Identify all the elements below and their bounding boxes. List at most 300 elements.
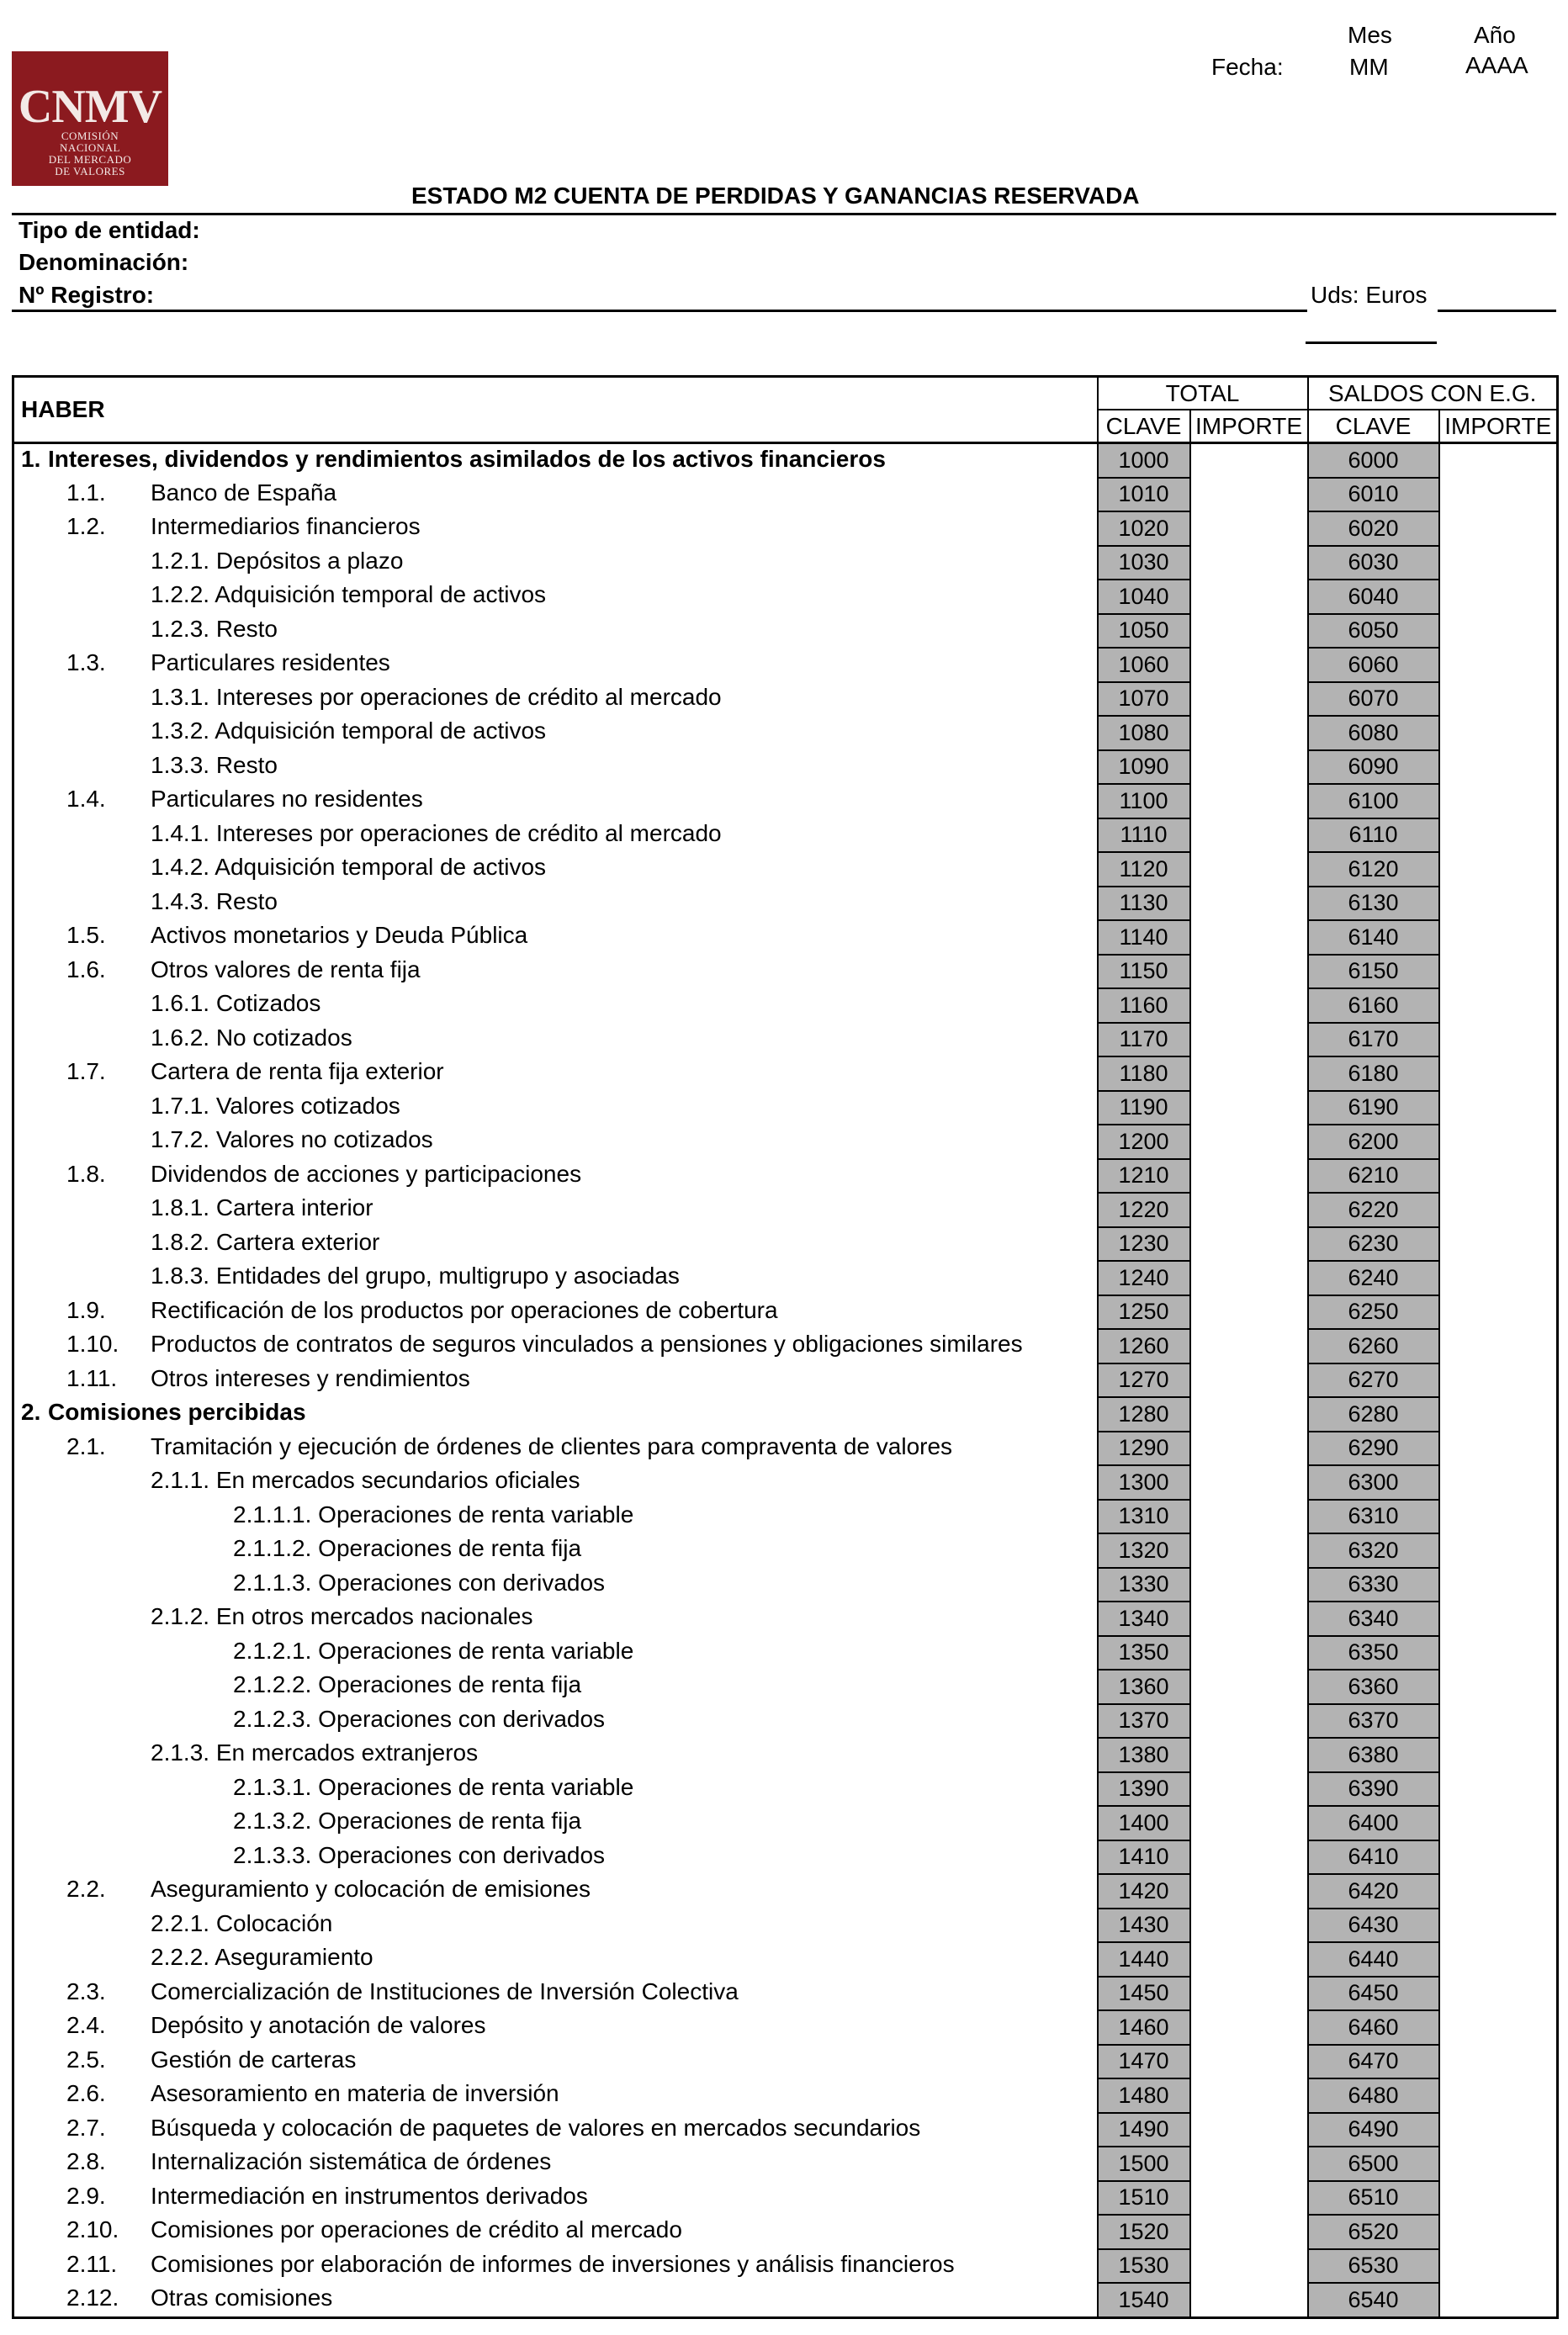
table-row — [13, 1942, 1558, 1977]
importe-total-input[interactable] — [1190, 1772, 1308, 1807]
importe-saldos-input[interactable] — [1439, 1432, 1558, 1466]
importe-total-input[interactable] — [1190, 614, 1308, 649]
importe-total-input[interactable] — [1190, 988, 1308, 1023]
clave-header: CLAVE — [1098, 410, 1190, 443]
row-label-cell — [13, 1125, 1098, 1159]
ano-label: Año — [1474, 22, 1516, 48]
clave-saldos-cell: 6100 — [1308, 784, 1439, 818]
importe-total-input[interactable] — [1190, 1738, 1308, 1772]
table-row — [13, 1533, 1558, 1568]
clave-total-cell: 1180 — [1098, 1056, 1190, 1091]
importe-saldos-input[interactable] — [1439, 2181, 1558, 2216]
clave-header: CLAVE — [1308, 410, 1439, 443]
importe-total-input[interactable] — [1190, 1056, 1308, 1091]
divider — [12, 213, 1556, 215]
importe-total-input[interactable] — [1190, 1840, 1308, 1875]
importe-saldos-input[interactable] — [1439, 580, 1558, 614]
logo-line: COMISIÓN — [61, 130, 119, 142]
importe-total-input[interactable] — [1190, 2147, 1308, 2181]
row-label-cell — [13, 784, 1098, 818]
importe-total-input[interactable] — [1190, 920, 1308, 955]
importe-saldos-input[interactable] — [1439, 682, 1558, 717]
row-label: 1.8.2. Cartera exterior — [151, 1228, 380, 1255]
importe-saldos-input[interactable] — [1439, 1670, 1558, 1704]
row-label-cell — [13, 1977, 1098, 2011]
importe-saldos-input[interactable] — [1439, 1874, 1558, 1909]
registro-label: Nº Registro: — [19, 282, 155, 308]
importe-saldos-input[interactable] — [1439, 784, 1558, 818]
clave-total-cell: 1200 — [1098, 1125, 1190, 1159]
row-label: 2.1.3.2. Operaciones de renta fija — [233, 1808, 582, 1834]
importe-total-input[interactable] — [1190, 1806, 1308, 1840]
table-row — [13, 2113, 1558, 2147]
table-row — [13, 955, 1558, 989]
table-row — [13, 887, 1558, 921]
importe-saldos-input[interactable] — [1439, 478, 1558, 512]
importe-saldos-input[interactable] — [1439, 1533, 1558, 1568]
table-row — [13, 2147, 1558, 2181]
row-label-cell — [13, 1942, 1098, 1977]
row-label: 1.7.1. Valores cotizados — [151, 1092, 400, 1119]
importe-total-input[interactable] — [1190, 750, 1308, 785]
clave-saldos-cell: 6070 — [1308, 682, 1439, 717]
row-label: Dividendos de acciones y participaciones — [151, 1160, 582, 1187]
importe-total-input[interactable] — [1190, 1432, 1308, 1466]
importe-saldos-input[interactable] — [1439, 546, 1558, 580]
importe-saldos-input[interactable] — [1439, 1023, 1558, 1057]
table-row — [13, 1227, 1558, 1262]
row-number: 1. — [21, 446, 41, 472]
clave-saldos-cell: 6400 — [1308, 1806, 1439, 1840]
importe-total-input[interactable] — [1190, 2078, 1308, 2113]
clave-total-cell: 1520 — [1098, 2215, 1190, 2249]
row-label-cell — [13, 1874, 1098, 1909]
importe-saldos-input[interactable] — [1439, 443, 1558, 478]
row-number: 2.7. — [66, 2114, 106, 2141]
table-row — [13, 1056, 1558, 1091]
importe-total-input[interactable] — [1190, 2283, 1308, 2317]
row-label-cell — [13, 1670, 1098, 1704]
clave-total-cell: 1430 — [1098, 1909, 1190, 1943]
clave-saldos-cell: 6290 — [1308, 1432, 1439, 1466]
divider — [1438, 310, 1556, 312]
importe-total-input[interactable] — [1190, 682, 1308, 717]
row-label: 1.2.2. Adquisición temporal de activos — [151, 581, 547, 607]
importe-total-input[interactable] — [1190, 1874, 1308, 1909]
table-row — [13, 1465, 1558, 1500]
clave-total-cell: 1130 — [1098, 887, 1190, 921]
table-row — [13, 750, 1558, 785]
importe-total-input[interactable] — [1190, 1942, 1308, 1977]
row-label: 1.6.2. No cotizados — [151, 1024, 352, 1051]
clave-total-cell: 1220 — [1098, 1193, 1190, 1227]
row-label: 1.4.3. Resto — [151, 887, 278, 914]
row-label-cell — [13, 716, 1098, 750]
clave-saldos-cell: 6210 — [1308, 1159, 1439, 1194]
importe-total-input[interactable] — [1190, 2215, 1308, 2249]
importe-saldos-input[interactable] — [1439, 1636, 1558, 1671]
row-label: Internalización sistemática de órdenes — [151, 2148, 552, 2174]
clave-saldos-cell: 6430 — [1308, 1909, 1439, 1943]
importe-saldos-input[interactable] — [1439, 1806, 1558, 1840]
table-row — [13, 2045, 1558, 2079]
importe-saldos-input[interactable] — [1439, 887, 1558, 921]
row-number: 1.8. — [66, 1160, 106, 1187]
table-row — [13, 1500, 1558, 1534]
table-row — [13, 988, 1558, 1023]
importe-saldos-input[interactable] — [1439, 2045, 1558, 2079]
importe-total-input[interactable] — [1190, 2249, 1308, 2284]
ano-value[interactable]: AAAA — [1465, 52, 1528, 78]
row-label: 1.3.2. Adquisición temporal de activos — [151, 717, 547, 744]
importe-total-input[interactable] — [1190, 1125, 1308, 1159]
row-label: 1.4.1. Intereses por operaciones de crédito al mercado — [151, 819, 722, 846]
importe-total-input[interactable] — [1190, 546, 1308, 580]
clave-total-cell: 1250 — [1098, 1295, 1190, 1330]
row-label-cell — [13, 1738, 1098, 1772]
clave-total-cell: 1490 — [1098, 2113, 1190, 2147]
importe-saldos-input[interactable] — [1439, 955, 1558, 989]
clave-total-cell: 1260 — [1098, 1329, 1190, 1363]
row-label: Otros valores de renta fija — [151, 956, 421, 982]
clave-saldos-cell: 6160 — [1308, 988, 1439, 1023]
row-label-cell — [13, 1432, 1098, 1466]
importe-total-input[interactable] — [1190, 1261, 1308, 1295]
clave-saldos-cell: 6510 — [1308, 2181, 1439, 2216]
importe-total-input[interactable] — [1190, 1909, 1308, 1943]
mes-label: Mes — [1348, 22, 1392, 48]
table-row — [13, 1704, 1558, 1739]
table-row — [13, 920, 1558, 955]
importe-saldos-input[interactable] — [1439, 1909, 1558, 1943]
importe-saldos-input[interactable] — [1439, 1942, 1558, 1977]
row-label: Comercialización de Instituciones de Inversión Colectiva — [151, 1978, 739, 2004]
table-row — [13, 546, 1558, 580]
importe-total-input[interactable] — [1190, 511, 1308, 546]
importe-saldos-input[interactable] — [1439, 1056, 1558, 1091]
importe-saldos-input[interactable] — [1439, 1772, 1558, 1807]
importe-total-input[interactable] — [1190, 1636, 1308, 1671]
row-label-cell — [13, 2010, 1098, 2045]
section-label — [13, 377, 1098, 443]
row-label: 1.2.1. Depósitos a plazo — [151, 547, 404, 574]
row-label: Rectificación de los productos por operaciones de cobertura — [151, 1296, 778, 1323]
row-label: 2.1.3. En mercados extranjeros — [151, 1739, 479, 1766]
importe-saldos-input[interactable] — [1439, 1977, 1558, 2011]
importe-saldos-input[interactable] — [1439, 1704, 1558, 1739]
clave-saldos-cell: 6090 — [1308, 750, 1439, 785]
saldos-header: SALDOS CON E.G. — [1308, 377, 1558, 410]
importe-saldos-input[interactable] — [1439, 1193, 1558, 1227]
table-row — [13, 852, 1558, 887]
clave-saldos-cell: 6490 — [1308, 2113, 1439, 2147]
row-label-cell — [13, 1465, 1098, 1500]
clave-saldos-cell: 6200 — [1308, 1125, 1439, 1159]
importe-saldos-input[interactable] — [1439, 648, 1558, 682]
row-label-cell — [13, 648, 1098, 682]
importe-total-input[interactable] — [1190, 1397, 1308, 1432]
importe-saldos-input[interactable] — [1439, 1159, 1558, 1194]
clave-total-cell: 1470 — [1098, 2045, 1190, 2079]
importe-total-input[interactable] — [1190, 1159, 1308, 1194]
haber-table — [12, 375, 1559, 2319]
importe-saldos-input[interactable] — [1439, 750, 1558, 785]
clave-total-cell: 1120 — [1098, 852, 1190, 887]
clave-saldos-cell: 6220 — [1308, 1193, 1439, 1227]
importe-saldos-input[interactable] — [1439, 2249, 1558, 2284]
logo-line: DE VALORES — [55, 165, 125, 177]
importe-saldos-input[interactable] — [1439, 2113, 1558, 2147]
row-label-cell — [13, 1159, 1098, 1194]
clave-saldos-cell: 6340 — [1308, 1602, 1439, 1636]
importe-total-input[interactable] — [1190, 1193, 1308, 1227]
row-label: Intereses, dividendos y rendimientos asimilados de los activos financieros — [48, 446, 886, 472]
clave-saldos-cell: 6000 — [1308, 443, 1439, 478]
importe-saldos-input[interactable] — [1439, 818, 1558, 853]
importe-total-input[interactable] — [1190, 1500, 1308, 1534]
importe-total-input[interactable] — [1190, 1670, 1308, 1704]
importe-total-input[interactable] — [1190, 1329, 1308, 1363]
clave-total-cell: 1310 — [1098, 1500, 1190, 1534]
importe-saldos-input[interactable] — [1439, 1227, 1558, 1262]
importe-saldos-input[interactable] — [1439, 511, 1558, 546]
importe-total-input[interactable] — [1190, 784, 1308, 818]
divider — [12, 310, 1307, 312]
importe-total-input[interactable] — [1190, 1465, 1308, 1500]
table-row — [13, 2181, 1558, 2216]
importe-total-input[interactable] — [1190, 1023, 1308, 1057]
importe-total-input[interactable] — [1190, 1091, 1308, 1125]
row-label-cell — [13, 614, 1098, 649]
importe-total-input[interactable] — [1190, 1568, 1308, 1602]
importe-saldos-input[interactable] — [1439, 1329, 1558, 1363]
row-number: 1.5. — [66, 922, 106, 948]
importe-total-input[interactable] — [1190, 478, 1308, 512]
clave-saldos-cell: 6170 — [1308, 1023, 1439, 1057]
importe-total-input[interactable] — [1190, 1295, 1308, 1330]
row-label: 2.1.2.3. Operaciones con derivados — [233, 1705, 606, 1732]
row-label: 2.1.2. En otros mercados nacionales — [151, 1603, 533, 1629]
importe-total-input[interactable] — [1190, 1227, 1308, 1262]
importe-saldos-input[interactable] — [1439, 2215, 1558, 2249]
clave-saldos-cell: 6380 — [1308, 1738, 1439, 1772]
row-label: Comisiones percibidas — [48, 1399, 306, 1425]
row-label-cell — [13, 1397, 1098, 1432]
row-label: 2.1.1.1. Operaciones de renta variable — [233, 1501, 634, 1528]
clave-total-cell: 1270 — [1098, 1363, 1190, 1398]
importe-saldos-input[interactable] — [1439, 1465, 1558, 1500]
clave-saldos-cell: 6480 — [1308, 2078, 1439, 2113]
importe-total-input[interactable] — [1190, 955, 1308, 989]
row-label-cell — [13, 1261, 1098, 1295]
clave-total-cell: 1480 — [1098, 2078, 1190, 2113]
clave-total-cell: 1280 — [1098, 1397, 1190, 1432]
row-number: 1.9. — [66, 1296, 106, 1323]
row-label-cell — [13, 1500, 1098, 1534]
row-label-cell — [13, 2215, 1098, 2249]
row-number: 2. — [21, 1399, 41, 1425]
table-row — [13, 1806, 1558, 1840]
clave-saldos-cell: 6140 — [1308, 920, 1439, 955]
table-row — [13, 1738, 1558, 1772]
importe-saldos-input[interactable] — [1439, 716, 1558, 750]
table-row — [13, 1772, 1558, 1807]
row-label-cell — [13, 1772, 1098, 1807]
row-label-cell — [13, 1363, 1098, 1398]
row-label-cell — [13, 1227, 1098, 1262]
row-label-cell — [13, 1602, 1098, 1636]
importe-total-input[interactable] — [1190, 443, 1308, 478]
clave-total-cell: 1020 — [1098, 511, 1190, 546]
importe-total-input[interactable] — [1190, 2045, 1308, 2079]
importe-saldos-input[interactable] — [1439, 1602, 1558, 1636]
table-row — [13, 1125, 1558, 1159]
importe-total-input[interactable] — [1190, 2181, 1308, 2216]
clave-total-cell: 1510 — [1098, 2181, 1190, 2216]
clave-total-cell: 1500 — [1098, 2147, 1190, 2181]
clave-total-cell: 1170 — [1098, 1023, 1190, 1057]
clave-total-cell: 1290 — [1098, 1432, 1190, 1466]
importe-saldos-input[interactable] — [1439, 1125, 1558, 1159]
clave-total-cell: 1050 — [1098, 614, 1190, 649]
row-label-cell — [13, 1023, 1098, 1057]
clave-saldos-cell: 6360 — [1308, 1670, 1439, 1704]
row-label: Cartera de renta fija exterior — [151, 1058, 444, 1084]
importe-total-input[interactable] — [1190, 1363, 1308, 1398]
importe-total-input[interactable] — [1190, 1602, 1308, 1636]
importe-saldos-input[interactable] — [1439, 988, 1558, 1023]
row-number: 2.1. — [66, 1432, 106, 1459]
table-row — [13, 1091, 1558, 1125]
importe-total-input[interactable] — [1190, 580, 1308, 614]
table-row — [13, 478, 1558, 512]
row-label-cell — [13, 988, 1098, 1023]
importe-total-input[interactable] — [1190, 2113, 1308, 2147]
row-label-cell — [13, 682, 1098, 717]
row-label: Intermediarios financieros — [151, 513, 421, 539]
clave-saldos-cell: 6330 — [1308, 1568, 1439, 1602]
clave-total-cell: 1360 — [1098, 1670, 1190, 1704]
row-label-cell — [13, 1909, 1098, 1943]
clave-saldos-cell: 6310 — [1308, 1500, 1439, 1534]
row-label-cell — [13, 852, 1098, 887]
row-label-cell — [13, 511, 1098, 546]
row-label-cell — [13, 546, 1098, 580]
importe-saldos-input[interactable] — [1439, 1568, 1558, 1602]
clave-total-cell: 1160 — [1098, 988, 1190, 1023]
row-label: Particulares no residentes — [151, 786, 423, 812]
importe-total-input[interactable] — [1190, 716, 1308, 750]
row-label-cell — [13, 920, 1098, 955]
clave-saldos-cell: 6230 — [1308, 1227, 1439, 1262]
row-label: 1.3.1. Intereses por operaciones de crédito al mercado — [151, 683, 722, 710]
row-label-cell — [13, 443, 1098, 478]
mes-value[interactable]: MM — [1349, 54, 1389, 80]
importe-saldos-input[interactable] — [1439, 614, 1558, 649]
clave-saldos-cell: 6110 — [1308, 818, 1439, 853]
importe-saldos-input[interactable] — [1439, 2147, 1558, 2181]
clave-saldos-cell: 6250 — [1308, 1295, 1439, 1330]
importe-saldos-input[interactable] — [1439, 920, 1558, 955]
row-label: Productos de contratos de seguros vinculados a pensiones y obligaciones similares — [151, 1331, 1023, 1357]
importe-saldos-input[interactable] — [1439, 2283, 1558, 2317]
denominacion-label: Denominación: — [19, 249, 189, 275]
table-row — [13, 2078, 1558, 2113]
importe-saldos-input[interactable] — [1439, 1840, 1558, 1875]
table-row — [13, 1636, 1558, 1671]
importe-total-input[interactable] — [1190, 1704, 1308, 1739]
importe-total-input[interactable] — [1190, 1533, 1308, 1568]
importe-saldos-input[interactable] — [1439, 2010, 1558, 2045]
row-number: 1.4. — [66, 786, 106, 812]
tipo-entidad-label: Tipo de entidad: — [19, 217, 200, 243]
importe-saldos-input[interactable] — [1439, 1261, 1558, 1295]
clave-saldos-cell: 6190 — [1308, 1091, 1439, 1125]
row-label: 1.3.3. Resto — [151, 751, 278, 778]
row-label-cell — [13, 478, 1098, 512]
row-number: 1.10. — [66, 1331, 119, 1357]
clave-saldos-cell: 6410 — [1308, 1840, 1439, 1875]
page-title: ESTADO M2 CUENTA DE PERDIDAS Y GANANCIAS RESERVADA — [411, 183, 1140, 209]
table-row — [13, 1602, 1558, 1636]
table-row — [13, 1329, 1558, 1363]
importe-total-input[interactable] — [1190, 887, 1308, 921]
table-row — [13, 1397, 1558, 1432]
row-label-cell — [13, 1056, 1098, 1091]
importe-saldos-input[interactable] — [1439, 2078, 1558, 2113]
table-header-row — [13, 377, 1558, 410]
clave-total-cell: 1190 — [1098, 1091, 1190, 1125]
importe-saldos-input[interactable] — [1439, 1091, 1558, 1125]
clave-saldos-cell: 6540 — [1308, 2283, 1439, 2317]
clave-saldos-cell: 6030 — [1308, 546, 1439, 580]
row-label: 2.1.1.2. Operaciones de renta fija — [233, 1535, 582, 1561]
table-row — [13, 818, 1558, 853]
importe-saldos-input[interactable] — [1439, 852, 1558, 887]
table-row — [13, 2283, 1558, 2317]
importe-saldos-input[interactable] — [1439, 1500, 1558, 1534]
clave-total-cell: 1400 — [1098, 1806, 1190, 1840]
clave-total-cell: 1540 — [1098, 2283, 1190, 2317]
row-label: 1.7.2. Valores no cotizados — [151, 1126, 433, 1152]
importe-saldos-input[interactable] — [1439, 1363, 1558, 1398]
row-number: 1.3. — [66, 649, 106, 675]
clave-saldos-cell: 6350 — [1308, 1636, 1439, 1671]
units-label: Uds: Euros — [1311, 282, 1428, 308]
importe-saldos-input[interactable] — [1439, 1738, 1558, 1772]
importe-total-input[interactable] — [1190, 852, 1308, 887]
importe-total-input[interactable] — [1190, 1977, 1308, 2011]
table-row — [13, 1568, 1558, 1602]
clave-total-cell: 1080 — [1098, 716, 1190, 750]
clave-saldos-cell: 6050 — [1308, 614, 1439, 649]
importe-saldos-input[interactable] — [1439, 1397, 1558, 1432]
clave-total-cell: 1060 — [1098, 648, 1190, 682]
clave-total-cell: 1070 — [1098, 682, 1190, 717]
table-row — [13, 1840, 1558, 1875]
table-row — [13, 1909, 1558, 1943]
importe-saldos-input[interactable] — [1439, 1295, 1558, 1330]
clave-saldos-cell: 6270 — [1308, 1363, 1439, 1398]
importe-total-input[interactable] — [1190, 2010, 1308, 2045]
row-label-cell — [13, 1704, 1098, 1739]
importe-total-input[interactable] — [1190, 818, 1308, 853]
clave-total-cell: 1450 — [1098, 1977, 1190, 2011]
clave-saldos-cell: 6300 — [1308, 1465, 1439, 1500]
row-label-cell — [13, 2283, 1098, 2317]
clave-saldos-cell: 6320 — [1308, 1533, 1439, 1568]
importe-total-input[interactable] — [1190, 648, 1308, 682]
